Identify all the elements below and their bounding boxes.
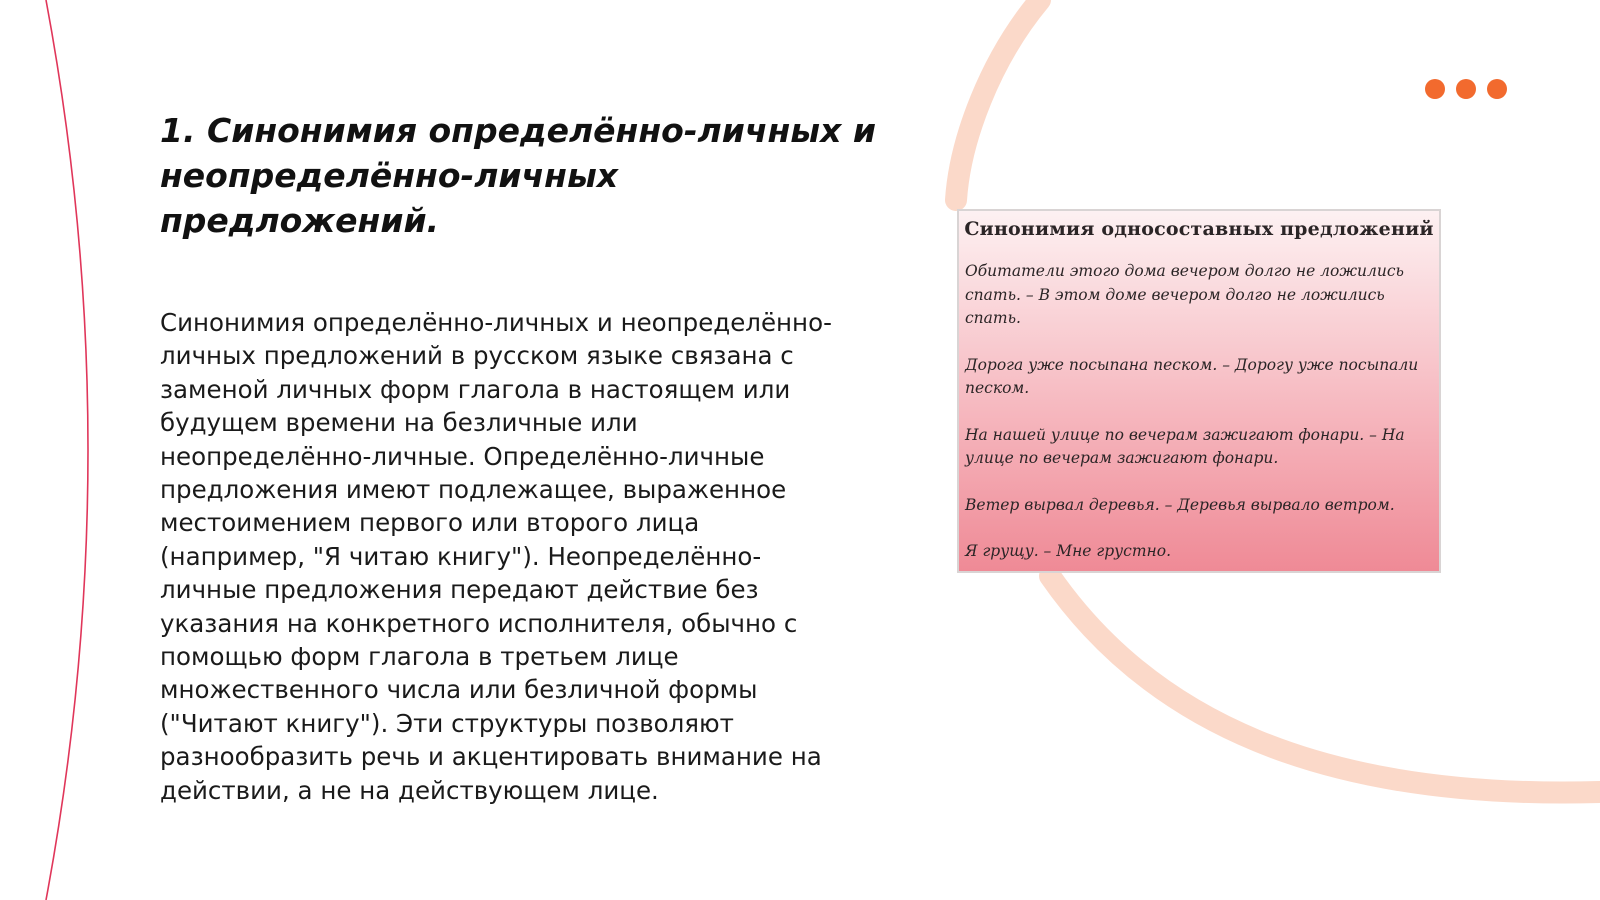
example-item: Дорога уже посыпана песком. – Дорогу уже посыпали песком. xyxy=(965,355,1419,397)
example-item: На нашей улице по вечерам зажигают фонари. – На улице по вечерам зажигают фонари. xyxy=(965,425,1405,467)
dot-3 xyxy=(1487,79,1507,99)
example-item: Ветер вырвал деревья. – Деревья вырвало ветром. xyxy=(965,495,1395,514)
ring-arc-top xyxy=(956,0,1040,200)
ring-arc-bottom xyxy=(1050,576,1600,793)
example-item: Обитатели этого дома вечером долго не ложились спать. – В этом доме вечером долго не ложились спать. xyxy=(965,262,1404,327)
dot-2 xyxy=(1456,79,1476,99)
left-curve-line xyxy=(46,0,88,900)
decorative-dots xyxy=(1425,79,1507,99)
slide-body-text: Синонимия определённо-личных и неопределённо-личных предложений в русском языке связана с заменой личных форм глагола в настоящем или будущем времени на безличные или неопределённо-личные. Определённо-личные предложения имеют подлежащее, выраженное местоимением первого или второго лица (например, "Я читаю книгу"). Неопределённо-личные предложения передают действие без указания на конкретного исполнителя, обычно с помощью форм глагола в третьем лице множественного числа или безличной формы ("Читают книгу"). Эти структуры позволяют разнообразить речь и акцентировать внимание на действии, а не на действующем лице. xyxy=(160,308,832,805)
slide-title: 1. Синонимия определённо-личных и неопределённо-личных предложений. xyxy=(160,111,877,240)
examples-list xyxy=(959,260,1439,564)
example-item: Я грущу. – Мне грустно. xyxy=(965,542,1172,560)
card-title: Синонимия односоставных предложений xyxy=(964,218,1434,240)
example-card xyxy=(957,209,1441,573)
dot-1 xyxy=(1425,79,1445,99)
